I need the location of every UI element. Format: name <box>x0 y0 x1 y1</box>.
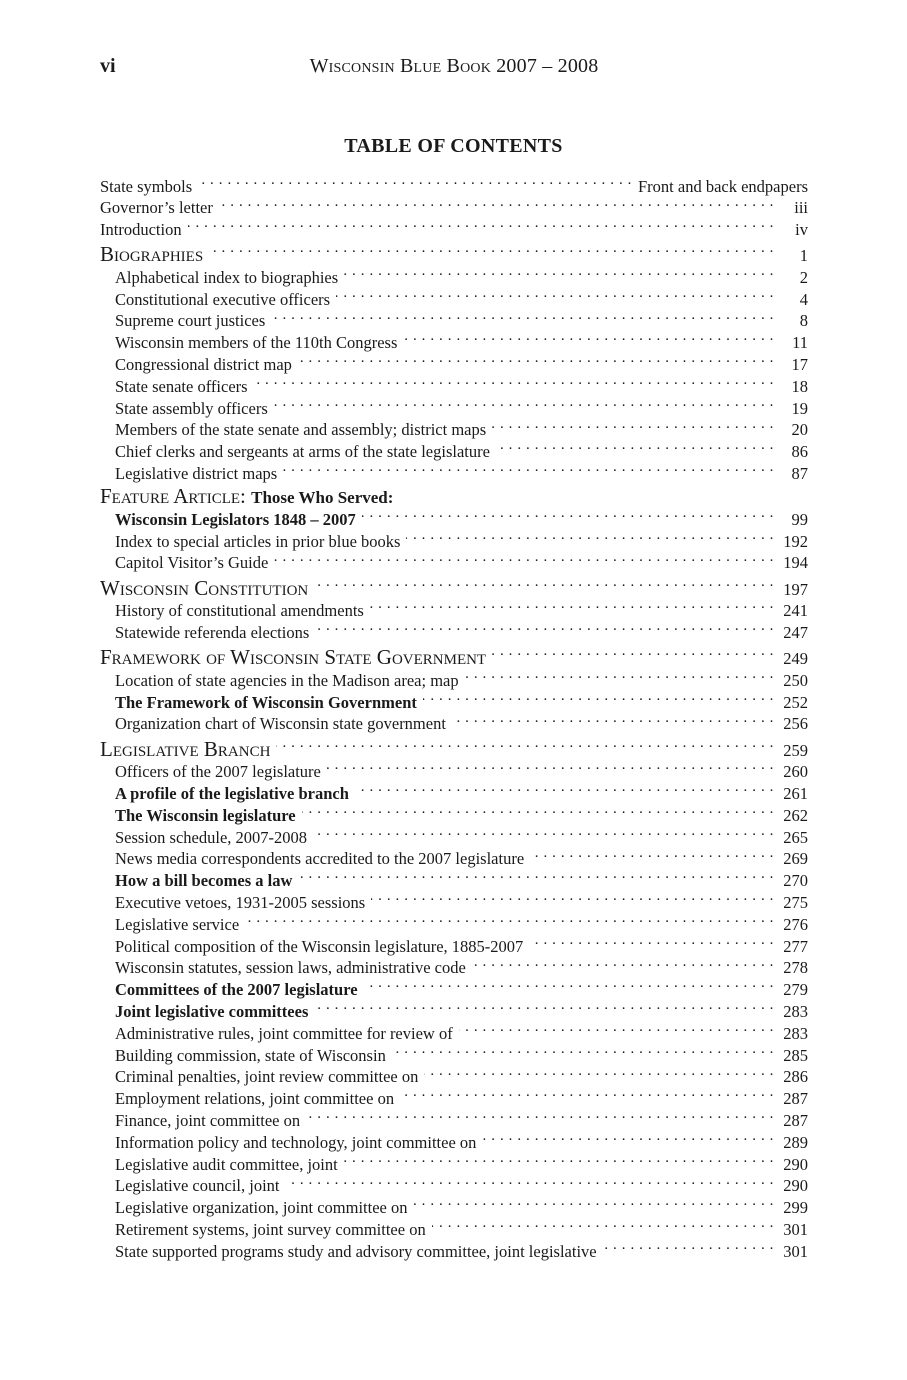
toc-entry-label: How a bill becomes a law <box>115 871 293 891</box>
dot-leader <box>306 1109 774 1126</box>
toc-entry-page: 276 <box>783 914 808 934</box>
dot-leader <box>327 761 774 778</box>
toc-entry-label: Criminal penalties, joint review committee on <box>115 1067 419 1087</box>
dot-leader <box>452 713 774 730</box>
toc-entry <box>100 375 808 397</box>
toc-entry-featured <box>100 870 808 892</box>
toc-entry-label: State assembly officers <box>115 398 268 418</box>
toc-entry-label: Employment relations, joint committee on <box>115 1089 395 1109</box>
toc-entry-label: Members of the state senate and assembly; district maps <box>115 420 487 440</box>
toc-entry <box>100 441 808 463</box>
toc-entry-label: Governor’s letter <box>100 198 213 218</box>
dot-leader <box>314 574 774 595</box>
toc-entry-label: Introduction <box>100 220 182 240</box>
dot-leader <box>432 1218 774 1235</box>
toc-entry-label: Finance, joint committee on <box>115 1110 301 1130</box>
toc-entry-page: 4 <box>799 289 808 309</box>
dot-leader <box>271 310 774 327</box>
dot-leader <box>492 419 774 436</box>
dot-leader <box>472 957 774 974</box>
toc-entry-label: Wisconsin members of the 110th Congress <box>115 333 398 353</box>
toc-entry-featured <box>100 979 808 1001</box>
toc-entry-label: Executive vetoes, 1931-2005 sessions <box>115 893 366 913</box>
toc-entry-label: Joint legislative committees <box>115 1002 309 1021</box>
dot-leader <box>370 600 774 617</box>
dot-leader <box>482 1131 774 1148</box>
toc-entry-page: 289 <box>783 1132 808 1152</box>
toc-entry-label: Legislative service <box>115 914 240 934</box>
dot-leader <box>344 266 774 283</box>
toc-entry-page: 87 <box>791 464 808 484</box>
dot-leader <box>188 219 774 236</box>
toc-section-label: Legislative Branch <box>100 736 271 761</box>
toc-section-legislative-branch <box>100 735 808 761</box>
dot-leader <box>362 508 774 525</box>
toc-entry-label: Retirement systems, joint survey committee on <box>115 1219 426 1239</box>
toc-entry-page: 2 <box>799 267 808 287</box>
dot-leader <box>459 1022 774 1039</box>
toc-entry-page: 277 <box>783 936 808 956</box>
dot-leader <box>355 783 774 800</box>
book-title: Wisconsin Blue Book 2007 – 2008 <box>309 55 599 77</box>
toc-entry-page: 262 <box>783 805 808 825</box>
toc-entry-label: History of constitutional amendments <box>115 601 364 621</box>
toc-entry <box>100 913 808 935</box>
toc-entry-page: 194 <box>783 553 808 573</box>
toc-entry-label: Building commission, state of Wisconsin <box>115 1045 386 1065</box>
toc-entry-page: 301 <box>783 1241 808 1261</box>
toc-entry-label: Legislative council, joint <box>115 1176 280 1196</box>
toc-entry-page: 11 <box>792 333 808 353</box>
toc-entry-page: 279 <box>783 980 808 1000</box>
dot-leader <box>603 1240 774 1257</box>
dot-leader <box>406 530 774 547</box>
dot-leader <box>274 397 774 414</box>
toc-entry-page: 256 <box>783 714 808 734</box>
toc-entry-label: The Framework of Wisconsin Government <box>115 692 417 712</box>
dot-leader <box>364 979 774 996</box>
dot-leader <box>529 935 774 952</box>
toc-entry <box>100 1175 808 1197</box>
toc-entry-label: Congressional district map <box>115 355 292 375</box>
toc-entry-page: 285 <box>783 1045 808 1065</box>
dot-leader <box>286 1175 774 1192</box>
feature-article-title: Those Who Served: <box>251 488 394 508</box>
toc-entry <box>100 600 808 622</box>
dot-leader <box>198 175 632 192</box>
toc-entry-label: Organization chart of Wisconsin state government <box>115 714 446 734</box>
toc-entry-page: 17 <box>791 355 808 375</box>
toc-entry-page: 283 <box>783 1002 808 1021</box>
toc-entry <box>100 463 808 485</box>
dot-leader <box>245 913 774 930</box>
toc-entry-page: 19 <box>791 398 808 418</box>
toc-entry <box>100 332 808 354</box>
toc-entry-page: Front and back endpapers <box>638 176 808 196</box>
toc-entry-featured <box>100 783 808 805</box>
toc-entry <box>100 1088 808 1110</box>
dot-leader <box>209 240 774 261</box>
toc-list <box>100 175 808 1262</box>
toc-entry-label: Legislative organization, joint committee on <box>115 1198 408 1218</box>
toc-entry-page: 247 <box>783 623 808 643</box>
toc-entry-page: 301 <box>783 1219 808 1239</box>
toc-entry-label: Legislative district maps <box>115 464 278 484</box>
toc-entry-page: 86 <box>791 442 808 462</box>
toc-entry <box>100 1153 808 1175</box>
toc-section-constitution <box>100 574 808 600</box>
toc-entry <box>100 935 808 957</box>
toc-entry-label: News media correspondents accredited to the 2007 legislature <box>115 849 525 869</box>
toc-entry <box>100 761 808 783</box>
toc-entry-label: State symbols <box>100 176 193 196</box>
toc-entry-label: State supported programs study and advisory committee, joint legislative <box>115 1241 597 1261</box>
toc-entry-page: 99 <box>791 509 808 529</box>
dot-leader <box>314 1001 774 1018</box>
toc-entry-governors-letter <box>100 197 808 219</box>
toc-entry-page: 250 <box>783 670 808 690</box>
dot-leader <box>392 1044 774 1061</box>
toc-entry-featured <box>100 1001 808 1023</box>
toc-entry <box>100 848 808 870</box>
toc-entry <box>100 622 808 644</box>
page-number: vi <box>100 55 116 77</box>
toc-entry <box>100 552 808 574</box>
toc-entry-page: iv <box>795 220 808 240</box>
toc-entry-label: Capitol Visitor’s Guide <box>115 553 269 573</box>
toc-entry-state-symbols <box>100 175 808 197</box>
toc-entry-label: Index to special articles in prior blue books <box>115 531 401 551</box>
toc-entry-page: 18 <box>791 376 808 396</box>
toc-entry <box>100 669 808 691</box>
toc-entry-page: 283 <box>783 1023 808 1043</box>
toc-entry <box>100 1197 808 1219</box>
toc-section-feature-article <box>100 484 808 508</box>
dot-leader <box>315 622 774 639</box>
toc-entry-label: Session schedule, 2007-2008 <box>115 827 308 847</box>
toc-entry-label: Information policy and technology, joint committee on <box>115 1132 477 1152</box>
toc-entry-featured <box>100 691 808 713</box>
toc-entry-label: Political composition of the Wisconsin legislature, 1885-2007 <box>115 936 524 956</box>
dot-leader <box>496 441 774 458</box>
dot-leader <box>371 892 774 909</box>
dot-leader <box>465 669 774 686</box>
toc-entry-label: Committees of the 2007 legislature <box>115 980 358 1000</box>
dot-leader <box>403 332 774 349</box>
toc-entry-page: 270 <box>783 871 808 891</box>
dot-leader <box>313 826 774 843</box>
toc-entry-label: Legislative audit committee, joint <box>115 1154 338 1174</box>
toc-entry-label: Location of state agencies in the Madison area; map <box>115 670 459 690</box>
toc-entry <box>100 826 808 848</box>
toc-section-label: Biographies <box>100 242 204 267</box>
toc-entry-introduction <box>100 219 808 241</box>
dot-leader <box>298 354 774 371</box>
toc-section-label: Wisconsin Constitution <box>100 575 309 600</box>
dot-leader <box>400 1088 774 1105</box>
toc-entry-label: The Wisconsin legislature <box>115 805 296 825</box>
toc-entry <box>100 354 808 376</box>
dot-leader <box>219 197 774 214</box>
dot-leader <box>298 870 774 887</box>
toc-entry-page: 259 <box>783 740 808 760</box>
toc-entry <box>100 266 808 288</box>
dot-leader <box>424 1066 774 1083</box>
toc-entry-label: Statewide referenda elections <box>115 623 310 643</box>
dot-leader <box>423 691 774 708</box>
dot-leader <box>414 1197 775 1214</box>
toc-entry-featured <box>100 508 808 530</box>
toc-entry-page: 287 <box>783 1110 808 1130</box>
toc-title: TABLE OF CONTENTS <box>344 135 563 157</box>
feature-article-label: Feature Article: <box>100 484 246 509</box>
toc-entry-page: 269 <box>783 849 808 869</box>
toc-entry <box>100 288 808 310</box>
toc-entry-page: 241 <box>783 601 808 621</box>
running-head <box>100 55 808 81</box>
toc-entry <box>100 1066 808 1088</box>
dot-leader <box>344 1153 774 1170</box>
dot-leader <box>283 463 774 480</box>
toc-entry <box>100 1240 808 1262</box>
toc-entry-page: 278 <box>783 958 808 978</box>
toc-entry <box>100 1109 808 1131</box>
dot-leader <box>530 848 774 865</box>
toc-entry <box>100 397 808 419</box>
toc-entry-label: State senate officers <box>115 376 248 396</box>
toc-entry-page: 197 <box>783 579 808 599</box>
dot-leader <box>254 375 774 392</box>
toc-entry-label: Constitutional executive officers <box>115 289 331 309</box>
toc-entry-page: 261 <box>783 784 808 804</box>
dot-leader <box>492 643 774 664</box>
toc-entry <box>100 892 808 914</box>
toc-entry-page: iii <box>794 198 808 218</box>
toc-entry-page: 8 <box>799 311 808 331</box>
toc-section-framework <box>100 643 808 669</box>
toc-entry-label: Administrative rules, joint committee for review of <box>115 1023 453 1043</box>
toc-entry-label: Wisconsin Legislators 1848 – 2007 <box>115 509 356 529</box>
dot-leader <box>274 552 774 569</box>
toc-entry-page: 249 <box>783 649 808 669</box>
toc-entry <box>100 1218 808 1240</box>
toc-entry-page: 299 <box>783 1198 808 1218</box>
toc-entry-page: 1 <box>799 246 808 266</box>
toc-entry-label: A profile of the legislative branch <box>115 784 349 804</box>
dot-leader <box>336 288 774 305</box>
toc-entry <box>100 419 808 441</box>
toc-entry-label: Alphabetical index to biographies <box>115 267 339 287</box>
toc-entry <box>100 1044 808 1066</box>
toc-entry-page: 260 <box>783 762 808 782</box>
toc-entry <box>100 957 808 979</box>
toc-entry <box>100 530 808 552</box>
dot-leader <box>302 804 774 821</box>
toc-entry-page: 192 <box>783 531 808 551</box>
toc-entry <box>100 713 808 735</box>
toc-entry-page: 20 <box>791 420 808 440</box>
toc-entry-label: Officers of the 2007 legislature <box>115 762 321 782</box>
toc-entry-page: 290 <box>783 1176 808 1196</box>
toc-entry <box>100 1131 808 1153</box>
toc-entry-label: Supreme court justices <box>115 311 266 331</box>
toc-entry-page: 287 <box>783 1089 808 1109</box>
toc-entry <box>100 310 808 332</box>
toc-entry-page: 290 <box>783 1154 808 1174</box>
toc-entry-label: Wisconsin statutes, session laws, administrative code <box>115 958 466 978</box>
toc-entry-page: 275 <box>783 893 808 913</box>
toc-entry-page: 265 <box>783 827 808 847</box>
dot-leader <box>276 735 774 756</box>
toc-entry-label: Chief clerks and sergeants at arms of the state legislature <box>115 442 490 462</box>
toc-section-biographies <box>100 240 808 266</box>
toc-entry-featured <box>100 804 808 826</box>
toc-entry <box>100 1022 808 1044</box>
toc-section-label <box>100 484 393 510</box>
toc-entry-page: 286 <box>783 1067 808 1087</box>
toc-section-label: Framework of Wisconsin State Government <box>100 645 487 670</box>
toc-entry-page: 252 <box>783 692 808 712</box>
